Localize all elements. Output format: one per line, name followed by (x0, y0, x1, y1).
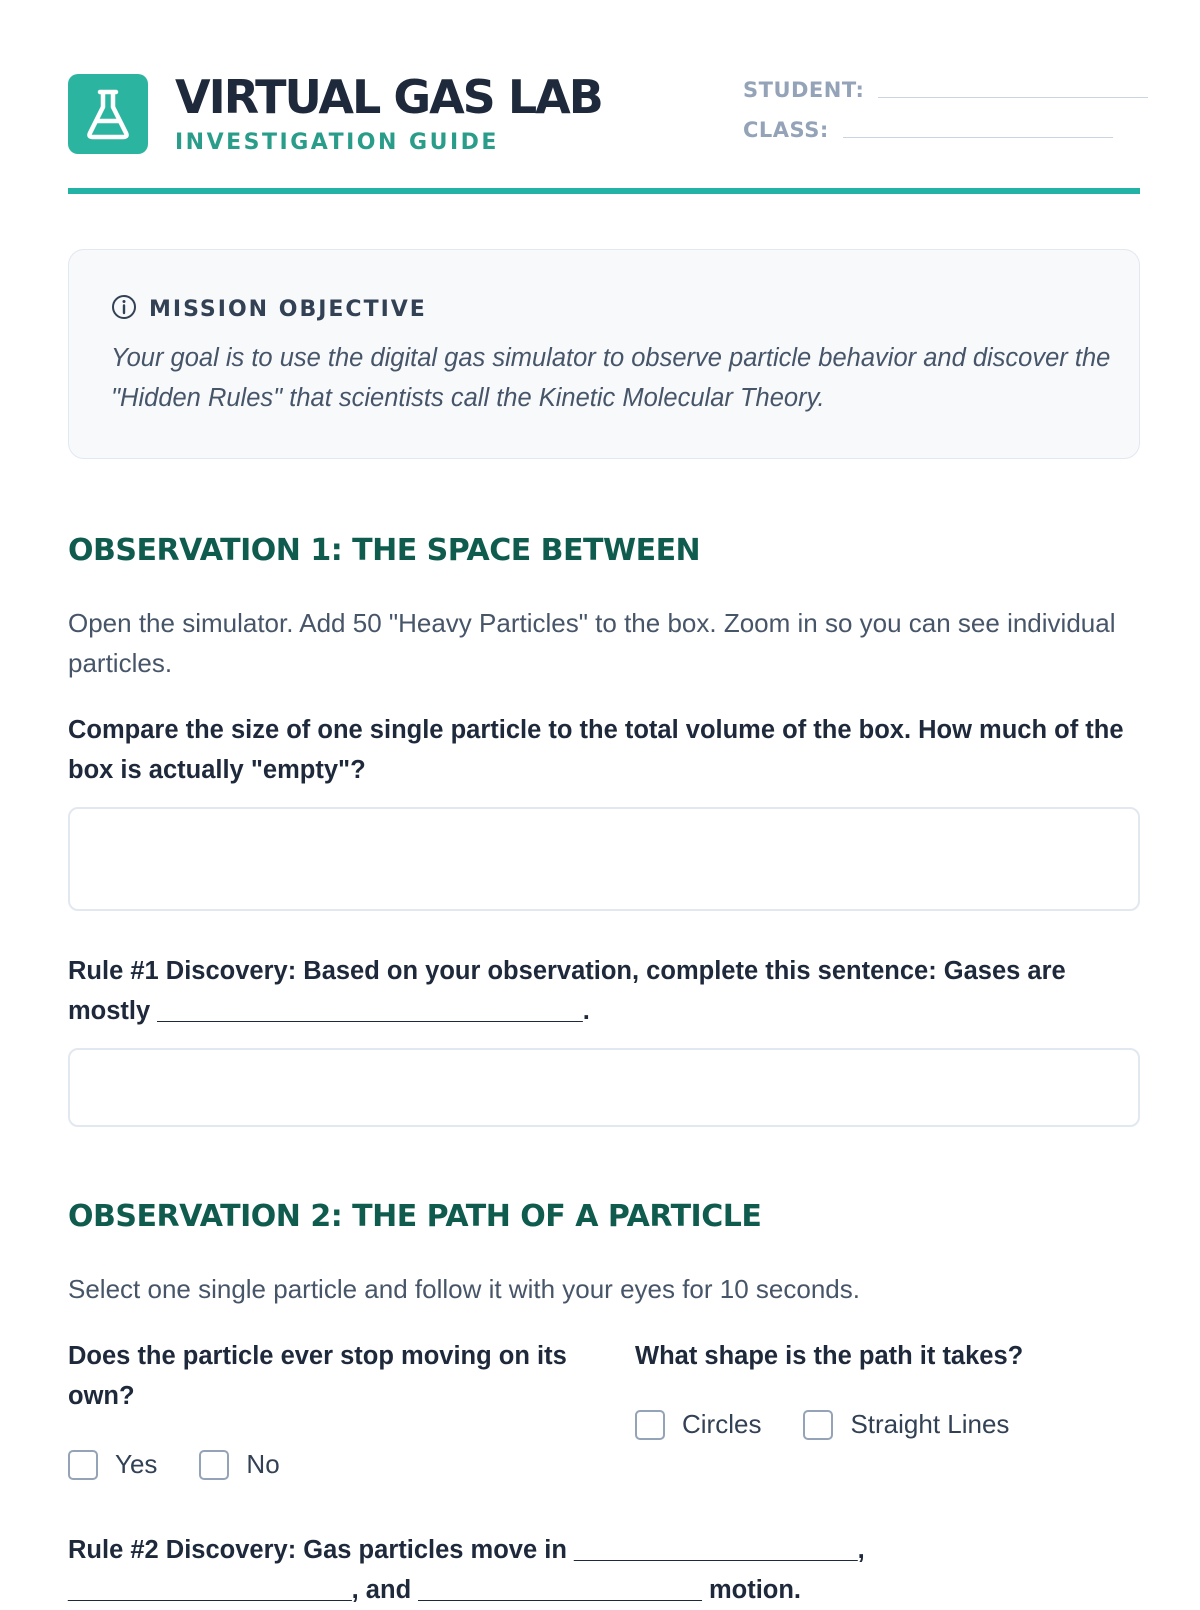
stop-moving-options (68, 1449, 322, 1480)
header (68, 70, 1140, 192)
info-icon (111, 294, 137, 325)
option-no-label: No (246, 1449, 280, 1479)
page-title: VIRTUAL GAS LAB (175, 70, 602, 124)
mission-text: Your goal is to use the digital gas simulator to observe particle behavior and discover the "Hidden Rules" that scientists call the Kinetic Molecular Theory. (111, 344, 1111, 412)
class-field (743, 118, 1113, 142)
class-label: CLASS: (743, 118, 829, 142)
mission-title: MISSION OBJECTIVE (149, 297, 427, 322)
path-shape-options (635, 1409, 1051, 1440)
observation-1-heading: OBSERVATION 1: THE SPACE BETWEEN (68, 533, 701, 568)
rule-1-answer-box[interactable] (68, 1048, 1140, 1127)
page-subtitle: INVESTIGATION GUIDE (175, 130, 499, 155)
mission-heading (111, 294, 427, 325)
observation-2-instructions: Select one single particle and follow it with your eyes for 10 seconds. (68, 1274, 860, 1304)
student-blank[interactable] (878, 97, 1148, 98)
option-no[interactable] (199, 1449, 279, 1480)
option-circles-label: Circles (682, 1409, 762, 1439)
flask-icon (68, 74, 148, 154)
observation-1-question: Compare the size of one single particle to the total volume of the box. How much of the box is actually "empty"? (68, 716, 1124, 784)
straight-lines-checkbox[interactable] (803, 1410, 833, 1440)
option-yes[interactable] (68, 1449, 157, 1480)
observation-1-instructions: Open the simulator. Add 50 "Heavy Particles" to the box. Zoom in so you can see individual particles. (68, 608, 1116, 678)
header-divider (68, 188, 1140, 194)
mission-objective-box (68, 249, 1140, 459)
question-path-shape: What shape is the path it takes? (635, 1342, 1024, 1370)
student-label: STUDENT: (743, 78, 865, 102)
option-yes-label: Yes (115, 1449, 158, 1479)
rule-1-prompt: Rule #1 Discovery: Based on your observation, complete this sentence: Gases are mostly ______________________________. (68, 957, 1066, 1025)
observation-2-heading: OBSERVATION 2: THE PATH OF A PARTICLE (68, 1199, 762, 1234)
observation-1-answer-box[interactable] (68, 807, 1140, 911)
no-checkbox[interactable] (199, 1450, 229, 1480)
option-straight-lines[interactable] (803, 1409, 1009, 1440)
yes-checkbox[interactable] (68, 1450, 98, 1480)
question-stop-moving: Does the particle ever stop moving on its own? (68, 1342, 567, 1410)
option-straight-lines-label: Straight Lines (850, 1409, 1010, 1439)
circles-checkbox[interactable] (635, 1410, 665, 1440)
option-circles[interactable] (635, 1409, 761, 1440)
student-field (743, 78, 1148, 102)
rule-2-prompt: Rule #2 Discovery: Gas particles move in ____________________, ____________________, and ____________________ motion. (68, 1536, 865, 1604)
class-blank[interactable] (843, 137, 1113, 138)
